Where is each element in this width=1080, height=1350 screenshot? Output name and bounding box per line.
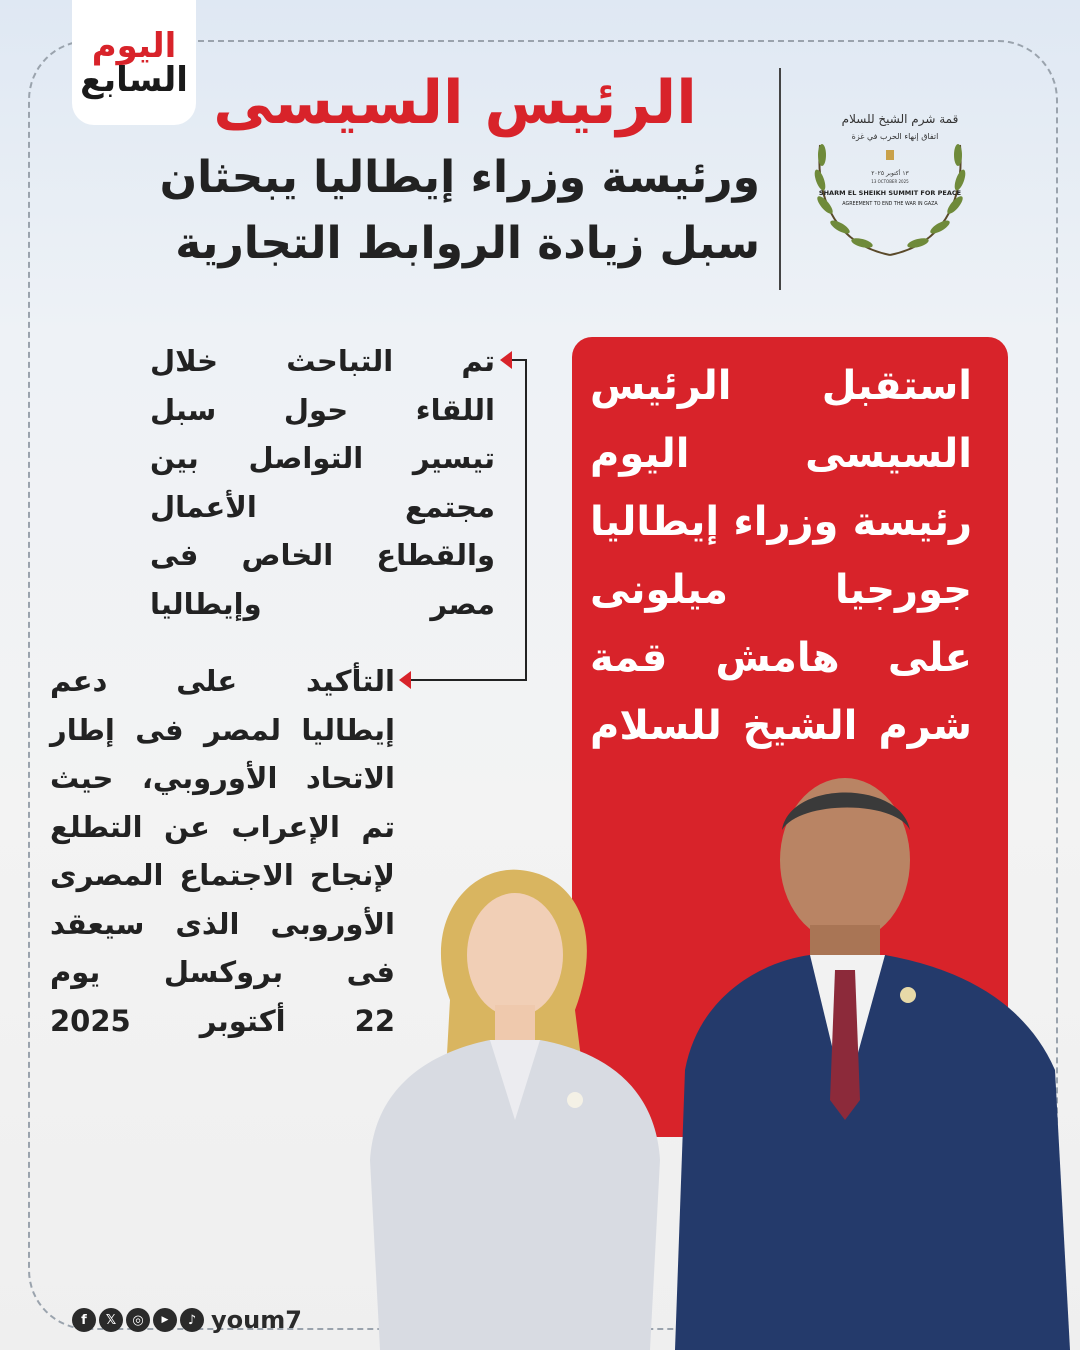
- bullet-line: إيطاليا لمصر فى إطار: [50, 712, 395, 747]
- bullet-line: تم الإعراب عن التطلع: [50, 809, 395, 844]
- youtube-icon[interactable]: ▶: [153, 1308, 177, 1332]
- main-line: على هامش قمة: [590, 635, 972, 681]
- headline-subtitle-2: سبل زيادة الروابط التجارية: [175, 218, 760, 269]
- bullet-line: تم التباحث خلال: [150, 344, 495, 378]
- bullet-line: تيسير التواصل بين: [150, 441, 495, 475]
- seal-english-sub: AGREEMENT TO END THE WAR IN GAZA: [842, 202, 938, 207]
- bullet-line: 22 أكتوبر 2025: [50, 1003, 395, 1038]
- seal-date-en: 13 OCTOBER 2025: [871, 179, 909, 184]
- bullet-arrow-icon: [399, 671, 411, 689]
- main-line: رئيسة وزراء إيطاليا: [590, 499, 972, 545]
- seal-date-ar: ١٣ أكتوبر ٢٠٢٥: [871, 170, 909, 177]
- bullet-line: الاتحاد الأوروبي، حيث: [50, 761, 395, 795]
- seal-english-title: SHARM EL SHEIKH SUMMIT FOR PEACE: [818, 189, 962, 197]
- tiktok-icon[interactable]: ♪: [180, 1308, 204, 1332]
- bullet-point-2: [50, 657, 395, 1045]
- brand-handle[interactable]: youm7: [211, 1306, 302, 1334]
- instagram-icon[interactable]: ◎: [126, 1308, 150, 1332]
- bullet-line: لإنجاح الاجتماع المصرى: [50, 858, 395, 892]
- bullet-line: فى بروكسل يوم: [50, 955, 395, 989]
- seal-arabic-title: قمة شرم الشيخ للسلام: [841, 112, 959, 126]
- bullet-connector: [510, 359, 527, 681]
- main-line: جورجيا ميلونى: [590, 567, 972, 613]
- headline-subtitle-1: ورئيسة وزراء إيطاليا يبحثان: [159, 152, 760, 203]
- main-statement: [590, 352, 972, 760]
- main-line: السيسى اليوم: [590, 431, 972, 477]
- bullet-arrow-icon: [500, 351, 512, 369]
- bullet-line: التأكيد على دعم: [50, 664, 395, 698]
- logo-line1: اليوم: [91, 25, 177, 66]
- x-icon[interactable]: 𝕏: [99, 1308, 123, 1332]
- bullet-line: والقطاع الخاص فى: [150, 538, 495, 572]
- logo-line2: السابع: [80, 59, 188, 100]
- bullet-line: مجتمع الأعمال: [150, 489, 495, 524]
- bullet-point-1: [150, 337, 495, 628]
- facebook-icon[interactable]: f: [72, 1308, 96, 1332]
- meloni-photo: [360, 860, 670, 1350]
- sisi-photo: [670, 770, 1080, 1350]
- main-line: استقبل الرئيس: [590, 363, 972, 409]
- bullet-connector-line: [410, 679, 510, 681]
- eagle-emblem-icon: [886, 150, 894, 160]
- social-footer: [72, 1306, 302, 1334]
- main-line: شرم الشيخ للسلام: [590, 703, 972, 749]
- bullet-line: اللقاء حول سبل: [150, 392, 495, 427]
- header-divider: [779, 68, 781, 290]
- olive-wreath-icon: [812, 144, 967, 255]
- summit-seal: [800, 95, 980, 265]
- bullet-line: الأوروبى الذى سيعقد: [50, 906, 395, 941]
- bullet-line: مصر وإيطاليا: [150, 586, 495, 621]
- seal-arabic-sub: اتفاق إنهاء الحرب في غزة: [851, 132, 939, 141]
- headline-title: الرئيس السيسى: [213, 68, 697, 138]
